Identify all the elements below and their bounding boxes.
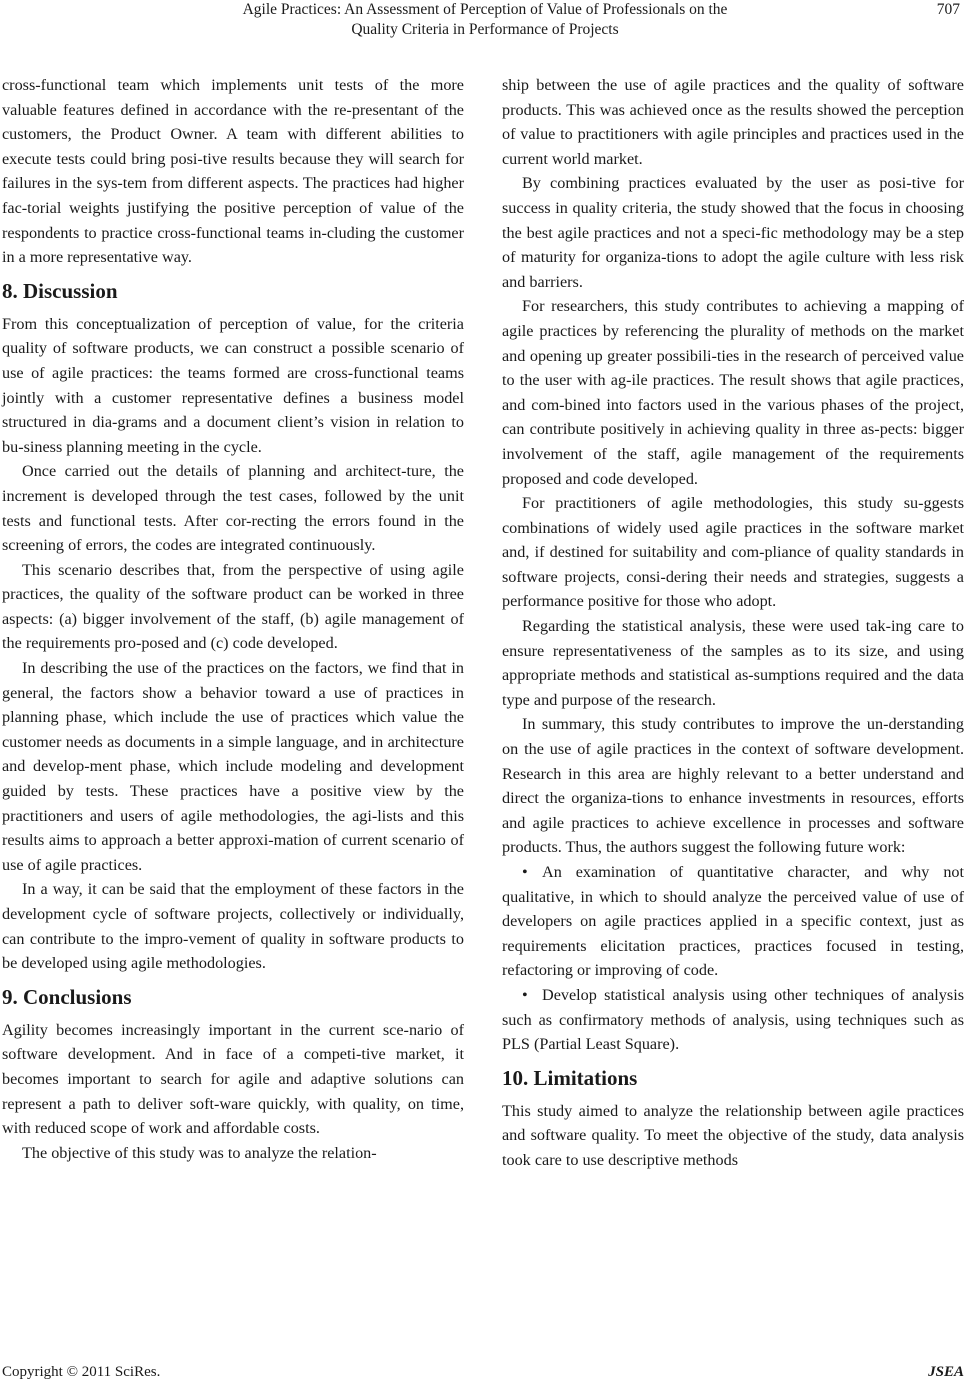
page-footer xyxy=(0,1364,968,1386)
future-work-list xyxy=(502,860,964,1057)
bullet-icon: • xyxy=(522,863,528,881)
right-column xyxy=(502,73,964,1173)
paragraph: From this conceptualization of perception of value, for the criteria quality of software products, we can construct a possible scenario of use of agile practices: the teams formed are cross-functional teams jointly with a customer representative defines a business model structured in dia-grams and a document client’s vision in relation to bu-siness planning meeting in the cycle. xyxy=(2,314,464,456)
running-title xyxy=(180,0,790,40)
paragraph: Agility becomes increasingly important in the current sce-nario of software development. And in face of a competi-tive market, it becomes important to search for agile and adaptive solutions can represent a path to deliver soft-ware quickly, with quality, on time, with reduced scope of work and affordable costs. xyxy=(2,1020,464,1138)
running-title-line-1: Agile Practices: An Assessment of Perception of Value of Professionals on the xyxy=(242,1,728,18)
paragraph: For researchers, this study contributes to achieving a mapping of agile practices by referencing the plurality of methods on the market and opening up greater possibili-ties in the research of perceived value to the user with ag-ile practices. The result shows that agile practices, and com-bined into factors used in the various phases of the project, can contribute positively in achieving quality in three as-pects: bigger involvement of the staff, agile management of the requirements proposed and code developed. xyxy=(502,297,964,488)
paragraph: In describing the use of the practices on the factors, we find that in general, the factors show a behavior toward a use of practices in planning phase, which include the use of practices which value the customer needs as documents in a simple language, and in architecture and develop-ment phase, which include modeling and development guided by tests. These practices have a positive view by the practitioners and users of agile methodologies, the agi-lists and this results aims to approach a better approxi-mation of current scenario of use of agile practices. xyxy=(2,659,464,874)
paragraph: This study aimed to analyze the relationship between agile practices and software quality. To meet the objective of the study, data analysis took care to use descriptive methods xyxy=(502,1101,964,1169)
section-heading-conclusions: 9. Conclusions xyxy=(2,984,132,1009)
list-item-text: An examination of quantitative character, and why not qualitative, in which to should analyze the perceived value of use of developers on agile practices applied in a specific context, just as requirements elicitation practices, practices focused in testing, refactoring or improving of code. xyxy=(502,863,964,980)
list-item xyxy=(502,983,964,1057)
paragraph: The objective of this study was to analyze the relation- xyxy=(22,1143,377,1162)
bullet-icon: • xyxy=(522,985,528,1004)
section-heading-limitations: 10. Limitations xyxy=(502,1065,638,1090)
paragraph: By combining practices evaluated by the user as posi-tive for success in quality criteria, the study showed that the focus in choosing the best agile practices and not a speci-fic methodology may be a step of maturity for organiza-tions to adopt the agile culture with less risk and barriers. xyxy=(502,174,964,291)
paragraph: In a way, it can be said that the employment of these factors in the development cycle of software projects, collectively or individually, can contribute to the impro-vement of quality in software products to be developed using agile methodologies. xyxy=(2,880,464,973)
list-item xyxy=(502,860,964,983)
journal-name: JSEA xyxy=(928,1364,964,1380)
paragraph: For practitioners of agile methodologies, this study su-ggests combinations of widely used agile practices in the software market and, if destined for suitability and com-pliance of quality standards in software projects, consi-dering their needs and strategies, suggests a performance positive for those who adopt. xyxy=(502,494,964,611)
copyright-notice: Copyright © 2011 SciRes. xyxy=(2,1364,161,1380)
paragraph: cross-functional team which implements unit tests of the more valuable features defined in accordance with the re-presentant of the customers, the Product Owner. A team with different abilities to execute tests could bring posi-tive results because they will search for failures in the sys-tem from different aspects. The practices had higher fac-torial weights justifying the positive perception of value of the respondents to practice cross-functional teams in-cluding the customer in a more representative way. xyxy=(2,76,464,267)
section-heading-discussion: 8. Discussion xyxy=(2,278,118,303)
page-header xyxy=(0,0,968,50)
left-column xyxy=(2,73,464,1165)
paragraph: In summary, this study contributes to improve the un-derstanding on the use of agile practices in the context of software development. Research in this area are highly relevant to a better understand and direct the organiza-tions to enhance investments in resources, efforts and agile practices to achieve excellence in processes and software products. Thus, the authors suggest the following future work: xyxy=(502,715,964,857)
paragraph: ship between the use of agile practices and the quality of software products. This was achieved once as the results showed the perception of value to practitioners with agile principles and practices used in the current world market. xyxy=(502,76,964,168)
list-item-text: Develop statistical analysis using other techniques of analysis such as confirmatory methods of analysis, using techniques such as PLS (Partial Least Square). xyxy=(502,985,964,1054)
running-title-line-2: Quality Criteria in Performance of Projects xyxy=(351,21,619,38)
paragraph: Once carried out the details of planning and architect-ture, the increment is developed through the test cases, followed by the unit tests and functional tests. After cor-recting the errors found in the screening of errors, the codes are integrated continuously. xyxy=(2,462,464,555)
paragraph: Regarding the statistical analysis, these were used tak-ing care to ensure representativeness of the samples as to its size, and using appropriate methods and statistical as-sumptions required and the data type and purpose of the research. xyxy=(502,617,964,709)
page-number: 707 xyxy=(936,1,960,18)
paragraph: This scenario describes that, from the perspective of using agile practices, the quality of the software product can be worked in three aspects: (a) bigger involvement of the staff, (b) agile management of the requirements pro-posed and (c) code developed. xyxy=(2,560,464,653)
